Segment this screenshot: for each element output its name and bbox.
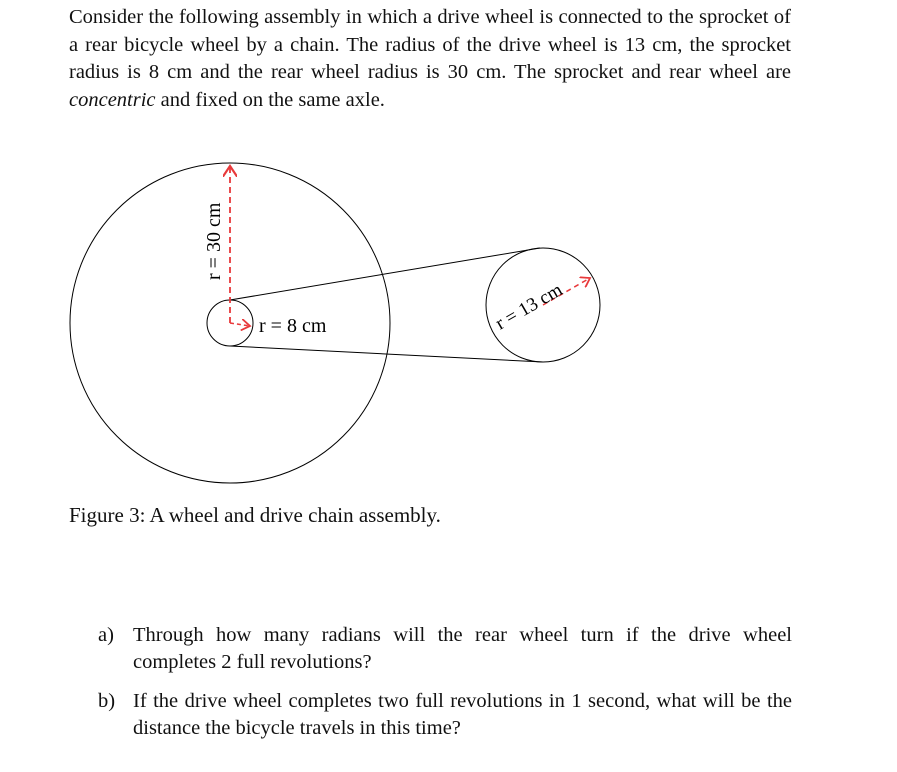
question-label: b) (98, 690, 116, 712)
question-list (98, 622, 792, 754)
question-text: Through how many radians will the rear wheel turn if the drive wheel completes 2 full revolutions? (133, 624, 792, 673)
intro-text-end: and fixed on the same axle. (155, 88, 385, 111)
question-text: If the drive wheel completes two full revolutions in 1 second, what will be the distance the bicycle travels in this time? (133, 690, 792, 739)
sprocket-radius-label: r = 8 cm (259, 315, 327, 337)
intro-emphasis: concentric (69, 88, 156, 111)
figure-caption: Figure 3: A wheel and drive chain assembly. (69, 503, 441, 527)
question-b (98, 688, 792, 742)
intro-text: Consider the following assembly in which a drive wheel is connected to the sprocket of a rear bicycle wheel by a chain. The radius of the drive wheel is 13 cm, the sprocket radius is 8 cm and the rear wheel radius is 30 cm. The sprocket and rear wheel are (69, 6, 791, 83)
drive-radius-label: r = 13 cm (492, 279, 567, 335)
chain-top (230, 248, 540, 300)
sprocket-radius-arrow (230, 323, 250, 326)
rear-radius-label: r = 30 cm (203, 202, 225, 280)
question-label: a) (98, 624, 114, 646)
question-a (98, 622, 792, 676)
chain-bottom (230, 346, 543, 362)
